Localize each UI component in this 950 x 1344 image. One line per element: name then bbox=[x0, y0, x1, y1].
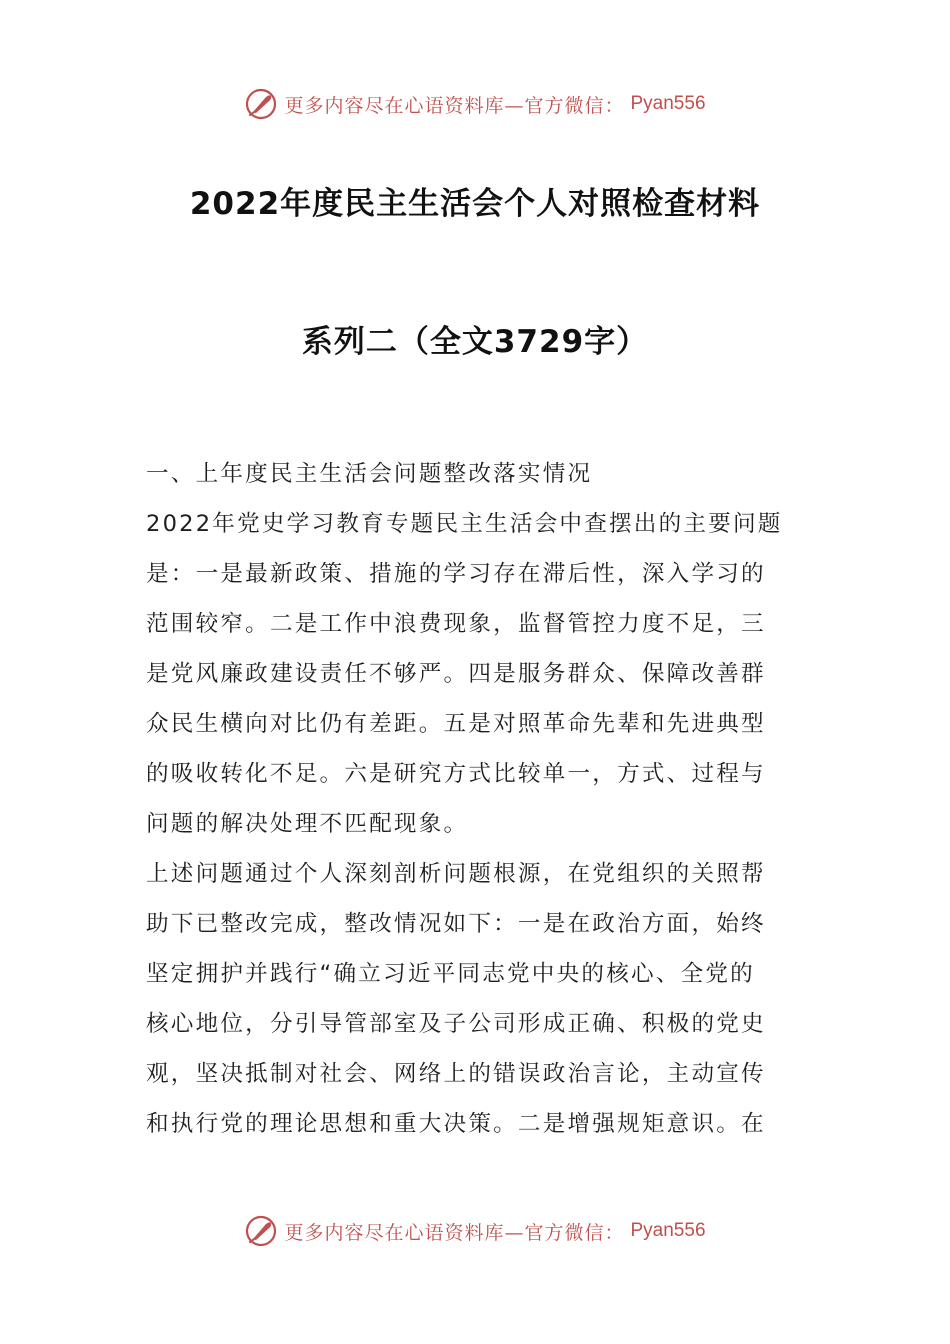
body-line: 核心地位，分引导管部室及子公司形成正确、积极的党史 bbox=[146, 1011, 766, 1037]
body-line: 是党风廉政建设责任不够严。四是服务群众、保障改善群 bbox=[146, 661, 766, 687]
body-line: 众民生横向对比仍有差距。五是对照革命先辈和先进典型 bbox=[146, 711, 766, 737]
document-body bbox=[146, 454, 806, 1154]
quill-pen-icon bbox=[244, 1214, 278, 1248]
watermark-wechat-id: Pyan556 bbox=[630, 1220, 706, 1241]
body-line: 和执行党的理论思想和重大决策。二是增强规矩意识。在 bbox=[146, 1111, 766, 1137]
body-line: 坚定拥护并践行“确立习近平同志党中央的核心、全党的 bbox=[146, 961, 755, 987]
quill-pen-icon bbox=[244, 87, 278, 121]
body-line: 助下已整改完成，整改情况如下：一是在政治方面，始终 bbox=[146, 911, 766, 937]
section-heading: 一、上年度民主生活会问题整改落实情况 bbox=[146, 461, 593, 487]
document-subtitle: 系列二（全文3729字） bbox=[301, 324, 649, 360]
body-line: 是：一是最新政策、措施的学习存在滞后性，深入学习的 bbox=[146, 561, 766, 587]
watermark-text: 更多内容尽在心语资料库—官方微信： bbox=[284, 94, 625, 117]
body-line: 2022年党史学习教育专题民主生活会中查摆出的主要问题 bbox=[146, 511, 783, 537]
footer-watermark bbox=[0, 1211, 950, 1251]
body-line: 的吸收转化不足。六是研究方式比较单一，方式、过程与 bbox=[146, 761, 766, 787]
document-title: 2022年度民主生活会个人对照检查材料 bbox=[189, 186, 761, 222]
body-line: 观，坚决抵制对社会、网络上的错误政治言论，主动宣传 bbox=[146, 1061, 766, 1087]
watermark-wechat-id: Pyan556 bbox=[630, 93, 706, 114]
body-line: 范围较窄。二是工作中浪费现象，监督管控力度不足，三 bbox=[146, 611, 766, 637]
header-watermark bbox=[0, 84, 950, 124]
watermark-text: 更多内容尽在心语资料库—官方微信： bbox=[284, 1221, 625, 1244]
body-line: 问题的解决处理不匹配现象。 bbox=[146, 811, 469, 837]
body-line: 上述问题通过个人深刻剖析问题根源，在党组织的关照帮 bbox=[146, 861, 766, 887]
